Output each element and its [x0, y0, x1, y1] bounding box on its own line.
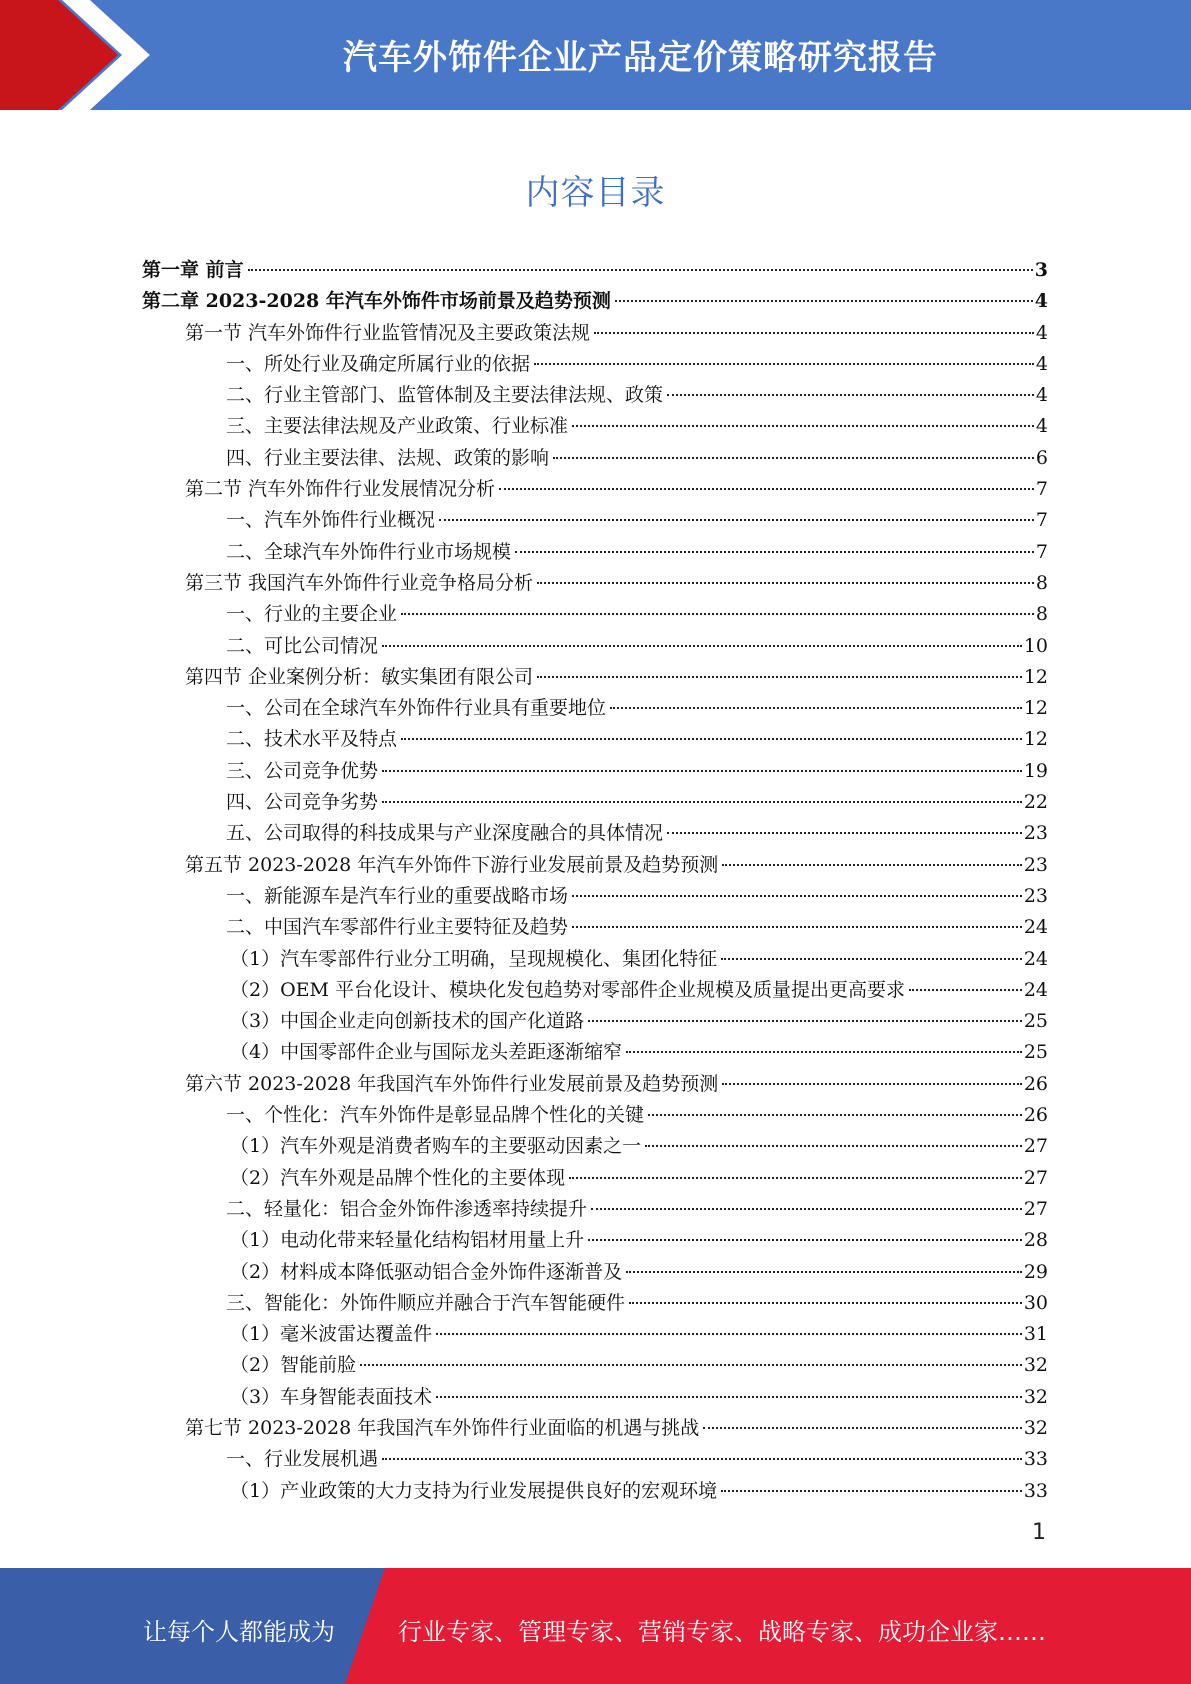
toc-dot-leader	[572, 895, 1022, 897]
toc-entry-label: （1）汽车外观是消费者购车的主要驱动因素之一	[230, 1135, 642, 1158]
toc-entry[interactable]	[142, 1163, 1048, 1194]
toc-dot-leader	[588, 1239, 1022, 1241]
toc-dot-leader	[382, 645, 1022, 647]
toc-entry[interactable]	[142, 537, 1048, 568]
toc-entry-page: 4	[1035, 415, 1048, 438]
toc-entry-page: 12	[1023, 728, 1048, 751]
toc-entry-label: （1）产业政策的大力支持为行业发展提供良好的宏观环境	[230, 1479, 718, 1502]
toc-entry-page: 33	[1023, 1479, 1048, 1502]
toc-entry-label: 四、行业主要法律、法规、政策的影响	[226, 446, 550, 469]
toc-entry[interactable]	[142, 975, 1048, 1006]
toc-entry-label: 第三节 我国汽车外饰件行业竞争格局分析	[185, 571, 534, 594]
toc-entry-label: 第一节 汽车外饰件行业监管情况及主要政策法规	[185, 321, 591, 344]
toc-entry-page: 24	[1023, 947, 1048, 970]
toc-entry[interactable]	[142, 944, 1048, 975]
footer-slogan-right: 行业专家、管理专家、营销专家、战略专家、成功企业家……	[398, 1618, 1046, 1646]
toc-entry[interactable]	[142, 1288, 1048, 1319]
toc-dot-leader	[722, 864, 1022, 866]
toc-dot-leader	[615, 300, 1033, 302]
toc-entry[interactable]	[142, 411, 1048, 442]
toc-entry-page: 25	[1023, 1010, 1048, 1033]
toc-entry-page: 19	[1023, 759, 1048, 782]
toc-entry[interactable]	[142, 318, 1048, 349]
toc-dot-leader	[626, 1271, 1022, 1273]
toc-entry-page: 31	[1023, 1323, 1048, 1346]
toc-dot-leader	[703, 1427, 1022, 1429]
toc-entry-page: 33	[1023, 1448, 1048, 1471]
toc-dot-leader	[360, 1364, 1022, 1366]
toc-dot-leader	[572, 926, 1022, 928]
toc-entry[interactable]	[142, 1350, 1048, 1381]
toc-entry[interactable]	[142, 1037, 1048, 1068]
toc-entry[interactable]	[142, 693, 1048, 724]
toc-entry[interactable]	[142, 1069, 1048, 1100]
toc-entry-page: 8	[1035, 603, 1048, 626]
toc-dot-leader	[629, 1302, 1022, 1304]
toc-entry[interactable]	[142, 881, 1048, 912]
toc-dot-leader	[648, 1114, 1022, 1116]
toc-entry[interactable]	[142, 380, 1048, 411]
toc-entry-label: （1）汽车零部件行业分工明确，呈现规模化、集团化特征	[230, 947, 718, 970]
toc-entry[interactable]	[142, 631, 1048, 662]
toc-entry-label: 第二章 2023-2028 年汽车外饰件市场前景及趋势预测	[142, 290, 611, 313]
toc-entry-label: 二、行业主管部门、监管体制及主要法律法规、政策	[226, 384, 664, 407]
toc-entry[interactable]	[142, 787, 1048, 818]
toc-entry[interactable]	[142, 599, 1048, 630]
toc-entry-page: 4	[1035, 384, 1048, 407]
toc-entry-label: 第四节 企业案例分析：敏实集团有限公司	[185, 665, 534, 688]
toc-dot-leader	[721, 1490, 1022, 1492]
toc-entry-page: 32	[1023, 1416, 1048, 1439]
toc-entry-label: 第七节 2023-2028 年我国汽车外饰件行业面临的机遇与挑战	[185, 1416, 700, 1439]
toc-entry-label: 二、可比公司情况	[226, 634, 379, 657]
toc-dot-leader	[553, 457, 1034, 459]
toc-entry[interactable]	[142, 1319, 1048, 1350]
toc-dot-leader	[626, 1051, 1022, 1053]
toc-entry-page: 29	[1023, 1260, 1048, 1283]
toc-entry-page: 27	[1023, 1166, 1048, 1189]
toc-entry-page: 28	[1023, 1229, 1048, 1252]
toc-dot-leader	[436, 1396, 1022, 1398]
toc-entry[interactable]	[142, 474, 1048, 505]
toc-entry-page: 23	[1023, 822, 1048, 845]
toc-entry-label: （2）智能前脸	[230, 1354, 357, 1377]
toc-entry-page: 4	[1035, 321, 1048, 344]
toc-entry-label: 二、轻量化：铝合金外饰件渗透率持续提升	[226, 1197, 588, 1220]
toc-entry-page: 4	[1035, 352, 1048, 375]
toc-entry-page: 22	[1023, 791, 1048, 814]
toc-dot-leader	[401, 613, 1034, 615]
toc-heading: 内容目录	[525, 173, 666, 213]
toc-entry-page: 3	[1034, 259, 1048, 281]
toc-dot-leader	[645, 1145, 1022, 1147]
toc-entry-page: 8	[1035, 571, 1048, 594]
toc-entry[interactable]	[142, 662, 1048, 693]
toc-entry[interactable]	[142, 349, 1048, 380]
toc-entry-label: （3）中国企业走向创新技术的国产化道路	[230, 1010, 585, 1033]
toc-entry[interactable]	[142, 1194, 1048, 1225]
footer-banner	[0, 1568, 1191, 1684]
toc-dot-leader	[537, 676, 1022, 678]
toc-entry-page: 26	[1023, 1072, 1048, 1095]
toc-entry-page: 27	[1023, 1197, 1048, 1220]
header-banner	[0, 0, 1191, 110]
toc-entry-label: （2）OEM 平台化设计、模块化发包趋势对零部件企业规模及质量提出更高要求	[230, 978, 906, 1001]
toc-entry-label: 一、汽车外饰件行业概况	[226, 509, 436, 532]
toc-entry[interactable]	[142, 505, 1048, 536]
toc-entry[interactable]	[142, 912, 1048, 943]
toc-entry-label: （1）电动化带来轻量化结构铝材用量上升	[230, 1229, 585, 1252]
toc-entry-page: 4	[1034, 290, 1048, 313]
toc-entry-label: 五、公司取得的科技成果与产业深度融合的具体情况	[226, 822, 664, 845]
toc-dot-leader	[401, 738, 1022, 740]
toc-entry[interactable]	[142, 1413, 1048, 1444]
toc-entry-label: （3）车身智能表面技术	[230, 1385, 433, 1408]
toc-entry-label: 一、新能源车是汽车行业的重要战略市场	[226, 884, 569, 907]
toc-dot-leader	[588, 1020, 1022, 1022]
toc-dot-leader	[436, 1333, 1022, 1335]
toc-entry-page: 12	[1023, 665, 1048, 688]
toc-entry-label: 一、行业发展机遇	[226, 1448, 379, 1471]
toc-entry-label: 第五节 2023-2028 年汽车外饰件下游行业发展前景及趋势预测	[185, 853, 719, 876]
toc-entry-page: 10	[1023, 634, 1048, 657]
toc-dot-leader	[382, 770, 1022, 772]
toc-dot-leader	[667, 832, 1022, 834]
toc-entry-page: 25	[1023, 1041, 1048, 1064]
toc-dot-leader	[537, 582, 1034, 584]
toc-entry-label: 一、个性化：汽车外饰件是彰显品牌个性化的关键	[226, 1104, 645, 1127]
toc-entry-page: 12	[1023, 697, 1048, 720]
toc-entry[interactable]	[142, 1225, 1048, 1256]
toc-dot-leader	[569, 1177, 1022, 1179]
toc-dot-leader	[722, 1083, 1022, 1085]
toc-entry[interactable]	[142, 1257, 1048, 1288]
toc-entry-label: 三、主要法律法规及产业政策、行业标准	[226, 415, 569, 438]
toc-entry[interactable]	[142, 818, 1048, 849]
toc-dot-leader	[610, 707, 1022, 709]
toc-entry-page: 7	[1035, 478, 1048, 501]
toc-entry-page: 26	[1023, 1104, 1048, 1127]
toc-entry-page: 23	[1023, 853, 1048, 876]
toc-entry[interactable]	[142, 1476, 1048, 1507]
toc-entry-label: 三、智能化：外饰件顺应并融合于汽车智能硬件	[226, 1291, 626, 1314]
toc-entry-page: 24	[1023, 978, 1048, 1001]
report-title: 汽车外饰件企业产品定价策略研究报告	[343, 38, 938, 78]
toc-entry-label: 二、全球汽车外饰件行业市场规模	[226, 540, 512, 563]
toc-entry[interactable]	[142, 568, 1048, 599]
toc-entry[interactable]	[142, 255, 1048, 286]
toc-dot-leader	[591, 1208, 1022, 1210]
toc-dot-leader	[721, 958, 1022, 960]
page-number: 1	[1032, 1520, 1046, 1545]
toc-entry-label: 第二节 汽车外饰件行业发展情况分析	[185, 478, 496, 501]
toc-dot-leader	[515, 551, 1034, 553]
toc-entry-page: 6	[1035, 446, 1048, 469]
toc-entry-page: 24	[1023, 916, 1048, 939]
toc-entry[interactable]	[142, 443, 1048, 474]
toc-entry-label: （1）毫米波雷达覆盖件	[230, 1323, 433, 1346]
toc-entry-label: 三、公司竞争优势	[226, 759, 379, 782]
toc-entry-page: 32	[1023, 1385, 1048, 1408]
toc-entry[interactable]	[142, 850, 1048, 881]
toc-dot-leader	[248, 269, 1033, 271]
toc-entry[interactable]	[142, 724, 1048, 755]
toc-dot-leader	[499, 488, 1034, 490]
toc-entry-page: 23	[1023, 884, 1048, 907]
toc-dot-leader	[382, 801, 1022, 803]
footer-slogan-left: 让每个人都能成为	[143, 1618, 335, 1646]
toc-entry[interactable]	[142, 1100, 1048, 1131]
toc-dot-leader	[909, 989, 1022, 991]
toc-dot-leader	[382, 1458, 1022, 1460]
toc-entry-label: （2）材料成本降低驱动铝合金外饰件逐渐普及	[230, 1260, 623, 1283]
toc-entry-label: 一、行业的主要企业	[226, 603, 398, 626]
table-of-contents	[142, 255, 1048, 1507]
toc-entry-label: 二、中国汽车零部件行业主要特征及趋势	[226, 916, 569, 939]
toc-entry-label: 四、公司竞争劣势	[226, 791, 379, 814]
toc-entry[interactable]	[142, 1131, 1048, 1162]
toc-entry-label: 二、技术水平及特点	[226, 728, 398, 751]
toc-entry-label: （2）汽车外观是品牌个性化的主要体现	[230, 1166, 566, 1189]
toc-entry[interactable]	[142, 1444, 1048, 1475]
toc-entry[interactable]	[142, 756, 1048, 787]
toc-entry[interactable]	[142, 1382, 1048, 1413]
toc-dot-leader	[534, 363, 1034, 365]
toc-entry-page: 7	[1035, 509, 1048, 532]
toc-entry-label: 一、公司在全球汽车外饰件行业具有重要地位	[226, 697, 607, 720]
toc-entry[interactable]	[142, 1006, 1048, 1037]
toc-entry-label: （4）中国零部件企业与国际龙头差距逐渐缩窄	[230, 1041, 623, 1064]
toc-entry-page: 32	[1023, 1354, 1048, 1377]
toc-dot-leader	[667, 394, 1034, 396]
toc-dot-leader	[594, 332, 1034, 334]
toc-entry-label: 第六节 2023-2028 年我国汽车外饰件行业发展前景及趋势预测	[185, 1072, 719, 1095]
toc-entry-label: 第一章 前言	[142, 259, 244, 281]
toc-dot-leader	[572, 425, 1034, 427]
toc-entry-label: 一、所处行业及确定所属行业的依据	[226, 352, 531, 375]
toc-entry[interactable]	[142, 286, 1048, 317]
toc-entry-page: 7	[1035, 540, 1048, 563]
toc-entry-page: 27	[1023, 1135, 1048, 1158]
toc-entry-page: 30	[1023, 1291, 1048, 1314]
toc-dot-leader	[439, 519, 1034, 521]
